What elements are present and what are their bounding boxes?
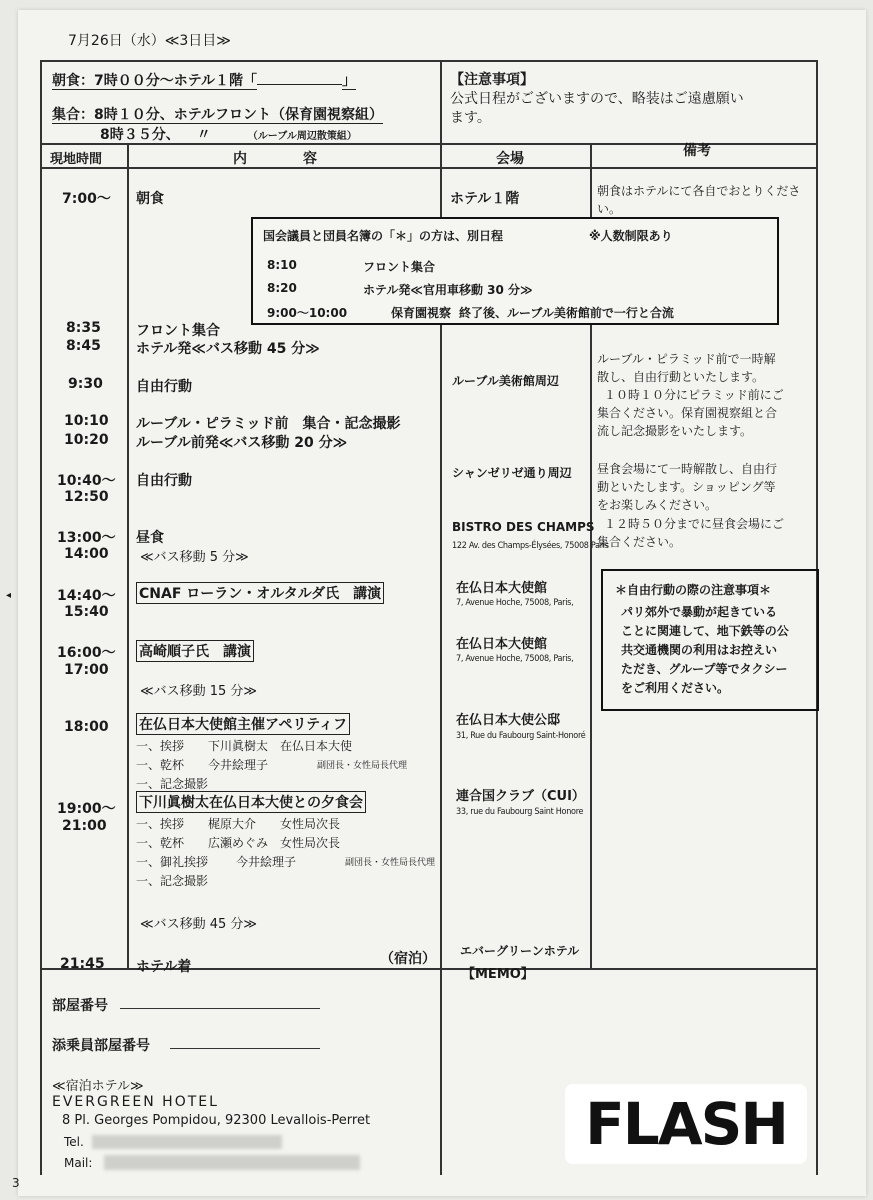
- breakfast-close: 」: [342, 73, 357, 89]
- gather-louvre-ditto: 〃: [196, 127, 211, 143]
- caution-title: ＊自由行動の際の注意事項＊: [615, 583, 772, 597]
- gather-louvre-time: 8時３５分、: [100, 127, 180, 143]
- separate-time-3: 9:00～10:00: [267, 306, 348, 320]
- item-stay: （宿泊）: [380, 951, 436, 967]
- dinner-greeting-label: 一、挨拶: [136, 817, 185, 831]
- staff-room-label: 添乗員部屋番号: [52, 1038, 150, 1054]
- item-bus-45: ≪バス移動 45 分≫: [140, 917, 258, 932]
- dinner-photo: 一、記念撮影: [136, 874, 209, 888]
- remark-louvre-3: １０時１０分にピラミッド前にご: [604, 388, 784, 402]
- venue-residence: 在仏日本大使公邸: [456, 713, 561, 728]
- venue-embassy-address: 7, Avenue Hoche, 75008, Paris,: [456, 598, 574, 608]
- gather-frontdesk: [52, 104, 383, 124]
- item-hotel-depart: ホテル発≪バス移動 45 分≫: [136, 341, 320, 357]
- room-number-label: 部屋番号: [52, 998, 108, 1014]
- venue-bistro: BISTRO DES CHAMPS: [452, 520, 595, 534]
- dinner-thanks-title: 副団長・女性局長代理: [345, 858, 436, 868]
- remark-louvre-5: 流し記念撮影をいたします。: [597, 424, 753, 438]
- gather-louvre: [100, 124, 357, 144]
- separate-text-1: フロント集合: [363, 260, 436, 274]
- venue-hotel: ホテル１階: [450, 191, 520, 207]
- col-header-venue: 会場: [496, 151, 524, 167]
- time-2145: 21:45: [60, 956, 105, 972]
- notice-title: 【注意事項】: [450, 72, 534, 88]
- item-breakfast: 朝食: [136, 191, 164, 207]
- venue-embassy: 在仏日本大使館: [456, 581, 548, 596]
- item-aperitif: 在仏日本大使館主催アペリティフ: [136, 713, 350, 735]
- colhead-divider: [40, 167, 816, 169]
- item-hotel-arrive: ホテル着: [136, 959, 192, 975]
- stay-hotel-mail-label: Mail:: [64, 1156, 93, 1170]
- notice-line-1: 公式日程がございますので、略装はご遠慮願い: [450, 91, 744, 107]
- col-header-time: 現地時間: [50, 152, 103, 167]
- separate-after-3: 終了後、ルーブル美術館前で一行と合流: [459, 306, 674, 320]
- table-left-border: [40, 60, 42, 1175]
- caution-line-2: ことに関連して、地下鉄等の公: [621, 624, 789, 638]
- caution-line-1: パリ郊外で暴動が起きている: [621, 605, 778, 619]
- notice-line-2: ます。: [450, 110, 491, 126]
- remark-champs-4: １２時５０分までに昼食会場にご: [604, 517, 785, 531]
- aperitif-greeting-person: 下川眞樹太 在仏日本大使: [208, 739, 353, 753]
- gather-louvre-note: （ルーブル周辺散策組）: [247, 131, 357, 142]
- date-heading: 7月26日（水）≪3日目≫: [68, 33, 231, 49]
- room-number-line: [120, 1008, 320, 1009]
- gather-frontdesk-text: 集合：8時１０分、ホテルフロント（保育園視察組）: [52, 107, 384, 123]
- item-lecture-cnaf: CNAF ローラン・オルタルダ氏 講演: [136, 582, 384, 604]
- aperitif-toast-title: 副団長・女性局長代理: [317, 761, 408, 771]
- time-1700: 17:00: [64, 662, 109, 678]
- aperitif-greeting-label: 一、挨拶: [136, 739, 185, 753]
- aperitif-toast-label: 一、乾杯: [136, 758, 185, 772]
- tel-redaction: [92, 1135, 282, 1149]
- item-front-gather: フロント集合: [136, 323, 220, 339]
- breakfast-text: 朝食：7時００分～ホテル１階「: [52, 73, 258, 89]
- separate-title: 国会議員と団員名簿の「＊」の方は、別日程: [263, 229, 504, 243]
- aperitif-toast-person: 今井絵理子: [208, 758, 269, 772]
- table-top-border: [40, 60, 816, 62]
- item-free-2: 自由行動: [136, 473, 192, 489]
- venue-evergreen: エバーグリーンホテル: [460, 944, 580, 958]
- time-1900: 19:00～: [57, 801, 116, 817]
- dinner-thanks-label: 一、御礼挨拶: [136, 855, 209, 869]
- venue-cui: 連合国クラブ（CUI）: [456, 789, 585, 804]
- separate-schedule-box: [251, 217, 779, 325]
- stay-hotel-label: ≪宿泊ホテル≫: [52, 1079, 144, 1094]
- stay-hotel-address: 8 Pl. Georges Pompidou, 92300 Levallois-Perret: [62, 1113, 371, 1128]
- time-1800: 18:00: [64, 719, 109, 735]
- time-1540: 15:40: [64, 604, 109, 620]
- item-bus-5: ≪バス移動 5 分≫: [140, 550, 249, 565]
- remark-louvre-2: 散し、自由行動といたします。: [597, 370, 765, 384]
- dinner-toast-label: 一、乾杯: [136, 836, 185, 850]
- item-louvre-depart: ルーブル前発≪バス移動 20 分≫: [136, 435, 348, 451]
- venue-cui-address: 33, rue du Faubourg Saint Honore: [456, 807, 584, 817]
- dinner-toast-person: 広瀬めぐみ 女性局次長: [208, 836, 341, 850]
- remark-louvre-1: ルーブル・ピラミッド前で一時解: [597, 352, 776, 366]
- dinner-thanks-person: 今井絵理子: [236, 855, 297, 869]
- time-1250: 12:50: [64, 489, 109, 505]
- separate-text-3: 保育園視察: [391, 306, 452, 320]
- flash-logo: [565, 1084, 807, 1164]
- time-1040: 10:40～: [57, 473, 116, 489]
- caution-line-5: をご利用ください。: [621, 681, 730, 695]
- remark-champs-3: をお楽しみください。: [597, 498, 718, 512]
- time-0700: 7:00～: [62, 191, 111, 207]
- staff-room-line: [170, 1048, 320, 1049]
- remark-champs-2: 動といたします。ショッピング等: [597, 480, 776, 494]
- left-arrow-icon: ◂: [6, 590, 12, 601]
- breakfast-info: [52, 70, 356, 90]
- caution-line-3: 共交通機関の利用はお控えい: [621, 643, 778, 657]
- remark-breakfast-1: 朝食はホテルにて各自でおとりくださ: [597, 184, 801, 198]
- item-bus-15: ≪バス移動 15 分≫: [140, 684, 258, 699]
- item-lecture-takasaki: 高崎順子氏 講演: [136, 640, 254, 662]
- time-1600: 16:00～: [57, 645, 116, 661]
- time-1020: 10:20: [64, 432, 109, 448]
- remark-champs-1: 昼食会場にて一時解散し、自由行: [597, 462, 778, 476]
- col-header-content: 内 容: [233, 151, 317, 167]
- item-dinner: 下川眞樹太在仏日本大使との夕食会: [136, 791, 366, 813]
- time-0835: 8:35: [66, 320, 101, 336]
- remark-breakfast-2: い。: [597, 202, 622, 216]
- time-1400: 14:00: [64, 546, 109, 562]
- item-lunch: 昼食: [136, 530, 164, 546]
- venue-champs: シャンゼリゼ通り周辺: [452, 466, 572, 480]
- venue-bistro-address: 122 Av. des Champs-Élysées, 75008 Paris: [452, 541, 609, 551]
- remark-champs-5: 集合ください。: [597, 535, 682, 549]
- col-time-divider: [127, 143, 129, 969]
- caution-box: [601, 569, 819, 711]
- remark-louvre-4: 集合ください。保育園視察組と合: [597, 406, 778, 420]
- col-header-remarks: 備考: [683, 143, 711, 159]
- breakfast-blank: [257, 84, 342, 85]
- time-1010: 10:10: [64, 413, 109, 429]
- stay-hotel-name: EVERGREEN HOTEL: [52, 1094, 219, 1110]
- separate-text-2: ホテル発≪官用車移動 30 分≫: [363, 283, 533, 297]
- mail-redaction: [104, 1155, 360, 1170]
- item-pyramid: ルーブル・ピラミッド前 集合・記念撮影: [136, 416, 401, 432]
- item-free-1: 自由行動: [136, 379, 192, 395]
- stay-hotel-tel-label: Tel.: [64, 1135, 84, 1149]
- venue-residence-address: 31, Rue du Faubourg Saint-Honoré: [456, 731, 586, 741]
- memo-label: 【MEMO】: [462, 967, 534, 982]
- time-1440: 14:40～: [57, 588, 116, 604]
- separate-time-2: 8:20: [267, 281, 297, 295]
- dinner-greeting-person: 梶原大介 女性局次長: [208, 817, 341, 831]
- page-number: 3: [12, 1176, 20, 1190]
- caution-line-4: ただき、グループ等でタクシー: [621, 662, 788, 676]
- venue-embassy-2-address: 7, Avenue Hoche, 75008, Paris,: [456, 654, 574, 664]
- separate-time-1: 8:10: [267, 258, 297, 272]
- separate-limit: ※人数制限あり: [589, 229, 673, 243]
- venue-louvre: ルーブル美術館周辺: [452, 374, 559, 388]
- venue-embassy-2: 在仏日本大使館: [456, 637, 548, 652]
- time-1300: 13:00～: [57, 530, 116, 546]
- time-0930: 9:30: [68, 376, 103, 392]
- aperitif-photo: 一、記念撮影: [136, 777, 209, 791]
- time-2100: 21:00: [62, 818, 107, 834]
- flash-logo-text: FLASH: [585, 1090, 787, 1158]
- time-0845: 8:45: [66, 338, 101, 354]
